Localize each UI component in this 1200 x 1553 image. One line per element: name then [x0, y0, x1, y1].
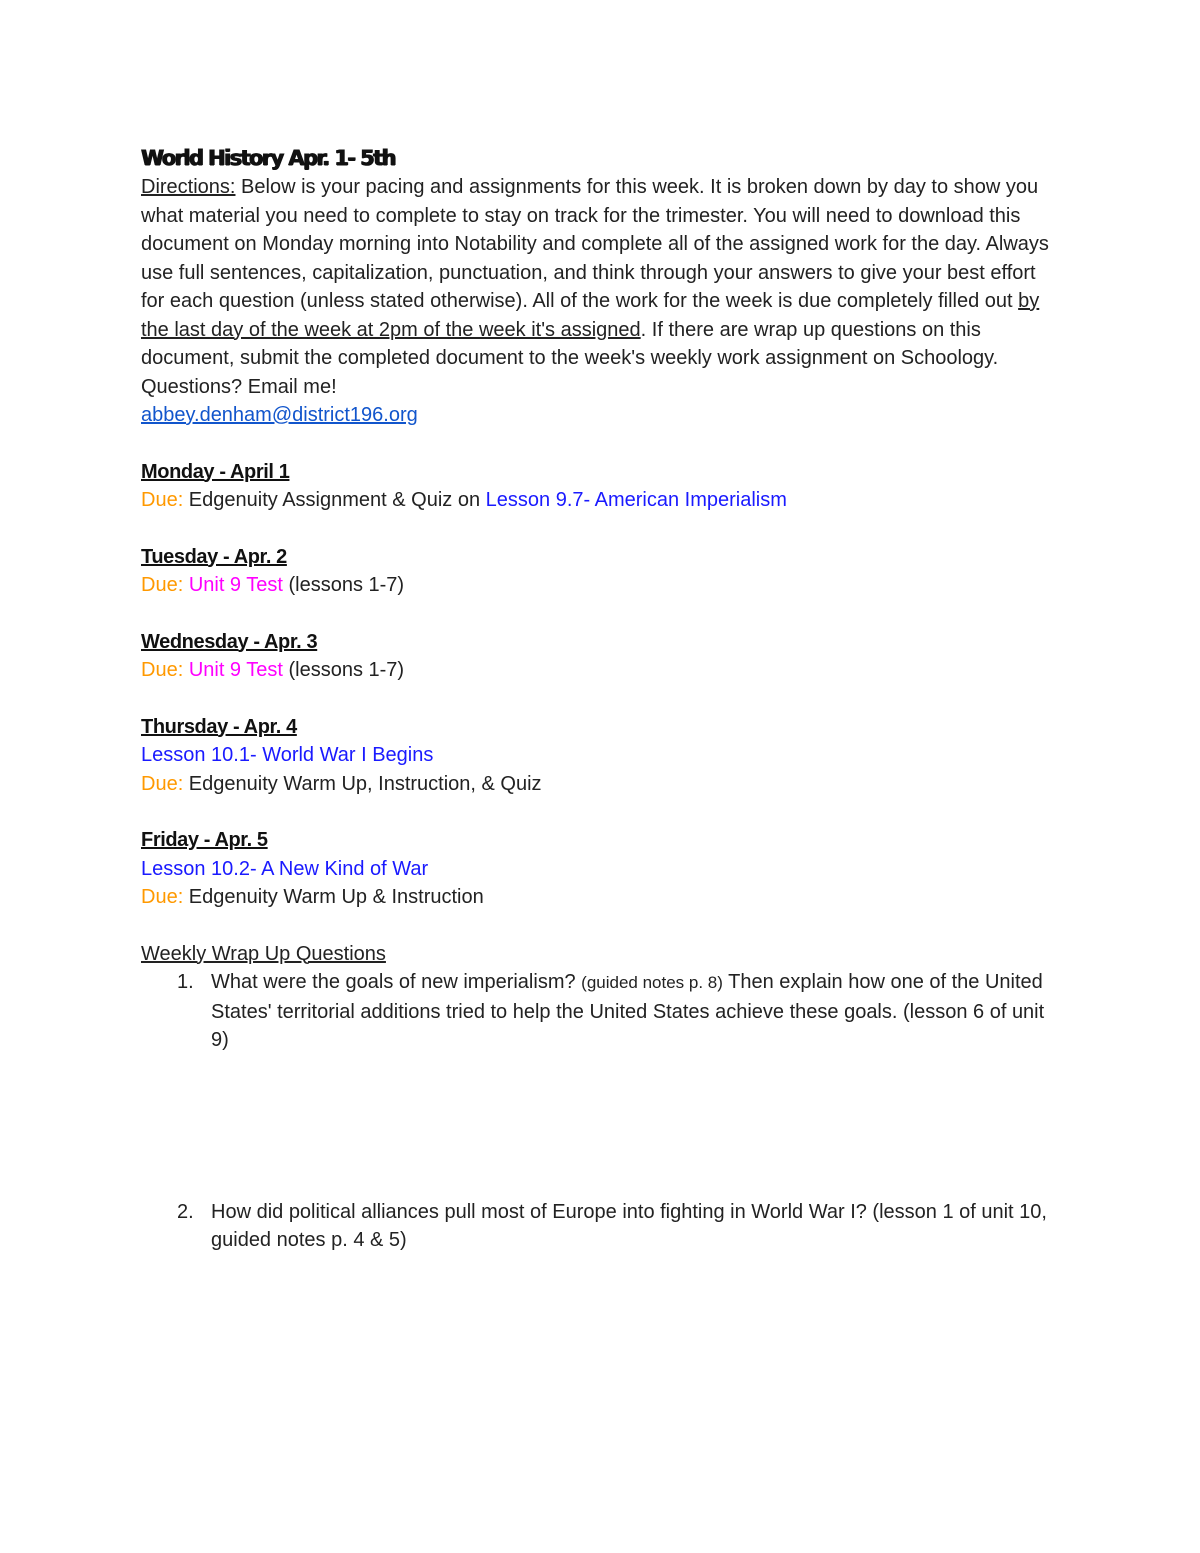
question-1	[141, 968, 1056, 1055]
due-label: Due:	[141, 886, 184, 908]
deadline-text: by the last day of the week at 2pm of the week it's assigned	[141, 290, 1040, 341]
due-line-monday	[141, 486, 1056, 515]
due-label: Due:	[141, 659, 184, 681]
day-heading-friday: Friday - Apr. 5	[141, 829, 268, 851]
wrap-up-title: Weekly Wrap Up Questions	[141, 942, 386, 965]
lesson-link-10-2: Lesson 10.2- A New Kind of War	[141, 857, 429, 880]
day-heading-thursday: Thursday - Apr. 4	[141, 715, 297, 738]
day-monday	[141, 458, 1056, 515]
lesson-link-9-7: Lesson 9.7- American Imperialism	[485, 489, 787, 511]
due-text: (lessons 1-7)	[282, 574, 405, 596]
directions-label: Directions:	[141, 176, 236, 198]
due-label: Due:	[141, 489, 184, 511]
question-number: 2.	[177, 1200, 194, 1223]
question-number: 1.	[177, 971, 194, 993]
question-text: How did political alliances pull most of Europe into fighting in World War I? (lesson 1 of unit 10, guided notes p. 4 & 5)	[211, 1200, 1047, 1251]
directions-text-2: . If there are wrap up questions on this document, submit the completed document to the week's weekly work assignment on Schoology. Questions? Email me!	[141, 318, 999, 398]
question-text: What were the goals of new imperialism?	[211, 971, 582, 993]
lesson-link-10-1: Lesson 10.1- World War I Begins	[141, 744, 434, 766]
day-tuesday	[141, 543, 1056, 600]
due-text: (lessons 1-7)	[282, 659, 405, 681]
question-2	[141, 1198, 1056, 1255]
due-label: Due:	[141, 772, 184, 795]
day-friday	[141, 826, 1056, 912]
due-line-tuesday	[141, 571, 1056, 600]
wrap-up-section	[141, 940, 1056, 1255]
day-thursday	[141, 713, 1056, 799]
wrap-up-questions	[141, 968, 1056, 1255]
due-line-thursday	[141, 770, 1056, 799]
due-text: Edgenuity Assignment & Quiz on	[183, 489, 486, 511]
question-text: Then explain how one of the United States' territorial additions tried to help the United States achieve these goals. (lesson 6 of unit 9)	[211, 971, 1045, 1051]
day-heading-wednesday: Wednesday - Apr. 3	[141, 630, 318, 653]
email-link[interactable]: abbey.denham@district196.org	[141, 404, 418, 426]
day-heading-monday: Monday - April 1	[141, 460, 290, 483]
unit-test-label: Unit 9 Test	[188, 659, 283, 681]
due-line-friday	[141, 883, 1056, 912]
due-line-wednesday	[141, 656, 1056, 685]
unit-test-label: Unit 9 Test	[188, 574, 283, 596]
day-wednesday	[141, 628, 1056, 685]
due-text: Edgenuity Warm Up, Instruction, & Quiz	[183, 772, 542, 795]
due-label: Due:	[141, 574, 184, 596]
document-page	[141, 144, 1056, 1255]
due-text: Edgenuity Warm Up & Instruction	[183, 886, 484, 908]
directions-paragraph	[141, 173, 1056, 430]
day-heading-tuesday: Tuesday - Apr. 2	[141, 545, 287, 568]
question-note: (guided notes p. 8)	[581, 973, 723, 992]
directions-text-1: Below is your pacing and assignments for this week. It is broken down by day to show you what material you need to complete to stay on track for the trimester. You will need to download this document on Monday morning into Notability and complete all of the assigned work for the day. Always use full sentences, capitalization, punctuation, and think through your answers to give your best effort for each question (unless stated otherwise). All of the work for the week is due completely filled out	[141, 176, 1049, 312]
page-title: World History Apr. 1- 5th	[141, 146, 396, 170]
